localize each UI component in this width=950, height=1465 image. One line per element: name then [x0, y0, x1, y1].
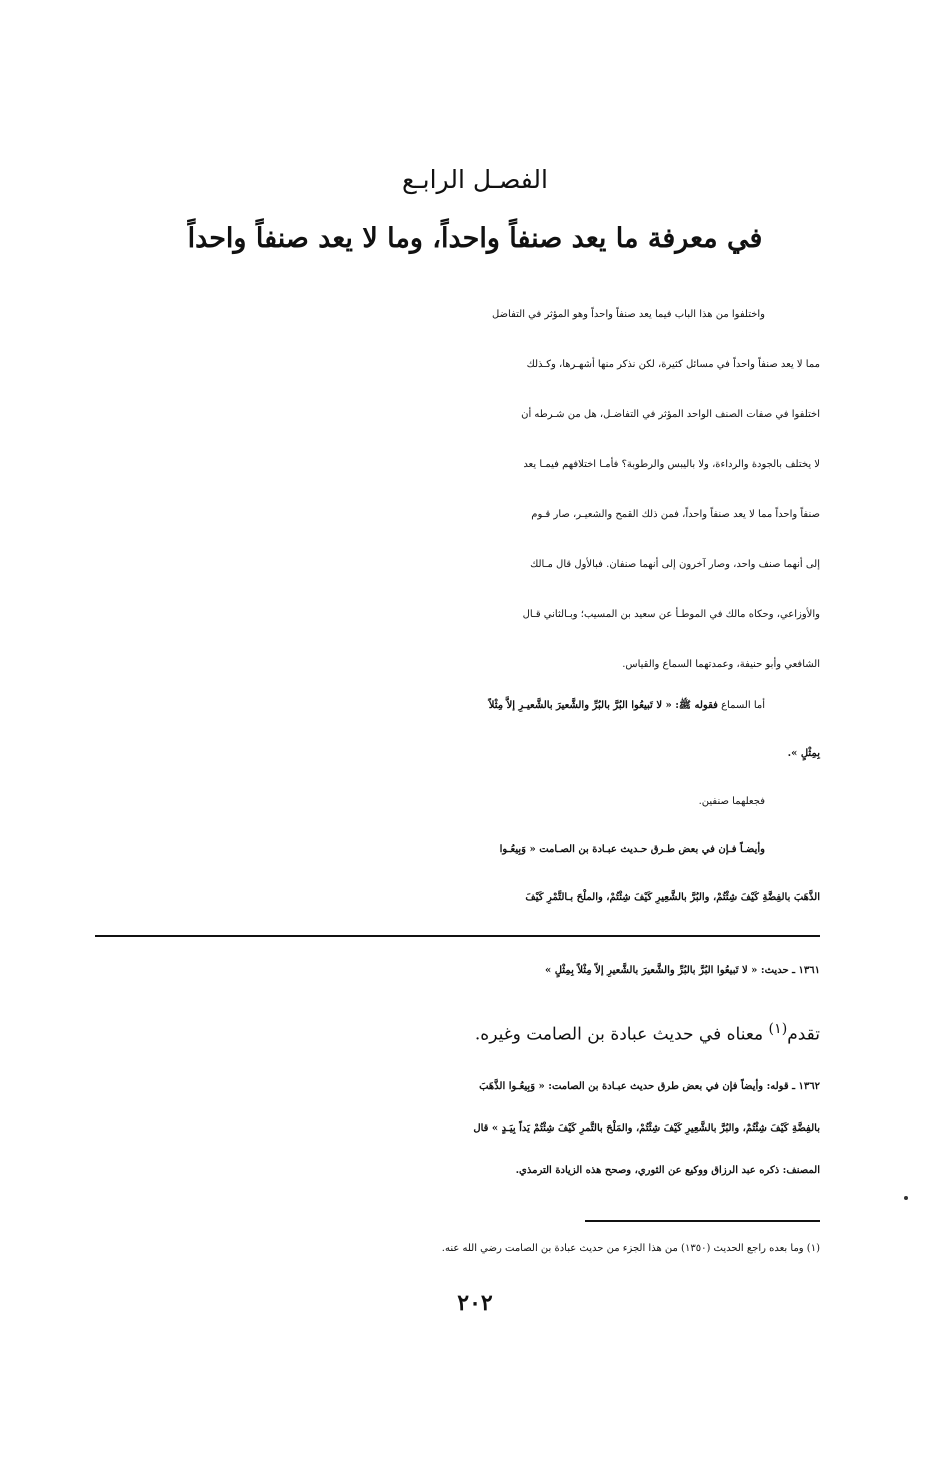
paragraph-line: صنفاً واحداً مما لا يعد صنفاً واحداً، فمن ذلك القمح والشعيـر، صار قـوم [531, 509, 820, 520]
commentary-line: بالفِضَّةِ كَيْفَ شِئْتُمْ، والبُرَّ بالشَّعِيرِ كَيْفَ شِئْتُمْ، والمَلْحَ بالتَّمرِ كَيْفَ شِئْتُمْ يَداً بِيَـدٍ » قال [473, 1123, 820, 1134]
paragraph-line: لا يختلف بالجودة والرداءة، ولا باليبس والرطوبة؟ فأمـا اختلافهم فيمـا يعد [523, 459, 820, 470]
note-text: معناه في حديث عبادة بن الصامت وغيره. [474, 1024, 769, 1045]
main-paragraph [95, 290, 820, 690]
paragraph-line: الشافعي وأبو حنيفة، وعمدتهما السماع والقياس. [622, 659, 820, 670]
hadith-line: الذَّهَبَ بالفِضَّةِ كَيْفَ شِئْتُمْ، والبُرَّ بالشَّعِيرِ كَيْفَ شِئْتُمْ، والملْحَ بـالتَّمْرِ كَيْفَ [525, 892, 820, 903]
note-prefix: تقدم [787, 1024, 820, 1045]
paragraph-line: والأوزاعي، وحكاه مالك في الموطـأ عن سعيد بن المسيب؛ وبـالثاني قـال [522, 609, 820, 620]
paragraph-line: اختلفوا في صفات الصنف الواحد المؤثر في التفاضـل، هل من شـرطه أن [521, 409, 820, 420]
footnote-separator [585, 1220, 820, 1222]
margin-mark [904, 1196, 908, 1200]
hadith-section [95, 682, 820, 922]
commentary-note-1361 [95, 1008, 820, 1056]
footnote-ref: (١) [768, 1021, 788, 1037]
hadith-line: وأيضـاً فـإن في بعض طـرق حـديث عبـادة بن الصـامت « وَبِيعُـوا [499, 844, 765, 855]
chapter-subtitle: في معرفة ما يعد صنفاً واحداً، وما لا يعد صنفاً واحداً [187, 223, 763, 254]
footnote: (١) وما بعده راجع الحديث (١٣٥٠) من هذا الجزء من حديث عبادة بن الصامت رضي الله عنه. [441, 1243, 820, 1254]
hadith-line: بِمِثْلٍ ». [787, 748, 820, 759]
paragraph-line: إلى أنهما صنف واحد، وصار آخرون إلى أنهما صنفان. فبالأول قال مـالك [530, 559, 820, 570]
chapter-title: الفصـل الرابـع [402, 165, 548, 194]
paragraph-line: واختلفوا من هذا الباب فيما يعد صنفاً واحداً وهو المؤثر في التفاضل [491, 309, 765, 320]
commentary-line: المصنف: ذكره عبد الرزاق ووكيع عن الثوري، وصحح هذه الزيادة الترمذي. [515, 1165, 820, 1176]
commentary-entry-1362 [95, 1066, 820, 1192]
paragraph-line: مما لا يعد صنفاً واحداً في مسائل كثيرة، لكن نذكر منها أشهـرها، وكـذلك [526, 359, 820, 370]
hadith-line: فجعلهما صنفين. [698, 796, 765, 807]
commentary-line: ١٣٦٢ ـ قوله: وأيضاً فإن في بعض طرق حديث عبـادة بن الصامت: « وَبِيعُـوا الذَّهَبَ [479, 1081, 820, 1092]
hadith-line [95, 682, 820, 730]
hadith-prefix: أما السماع [721, 700, 765, 711]
commentary-entry-1361: ١٣٦١ ـ حديث: « لا تَبيعُوا البُرَّ بالبُرِّ والشَّعيرَ بالشَّعيرِ إلاّ مِثْلاً بِمِثْلٍ » [544, 965, 820, 976]
commentary-separator [95, 935, 820, 937]
page-number: ٢٠٢ [457, 1290, 493, 1316]
hadith-quote: فقوله ﷺ: « لا تَبيعُوا البُرَّ بالبُرِّ والشَّعيرَ بالشَّعيـرِ إلاَّ مِثْلاً [488, 700, 718, 711]
